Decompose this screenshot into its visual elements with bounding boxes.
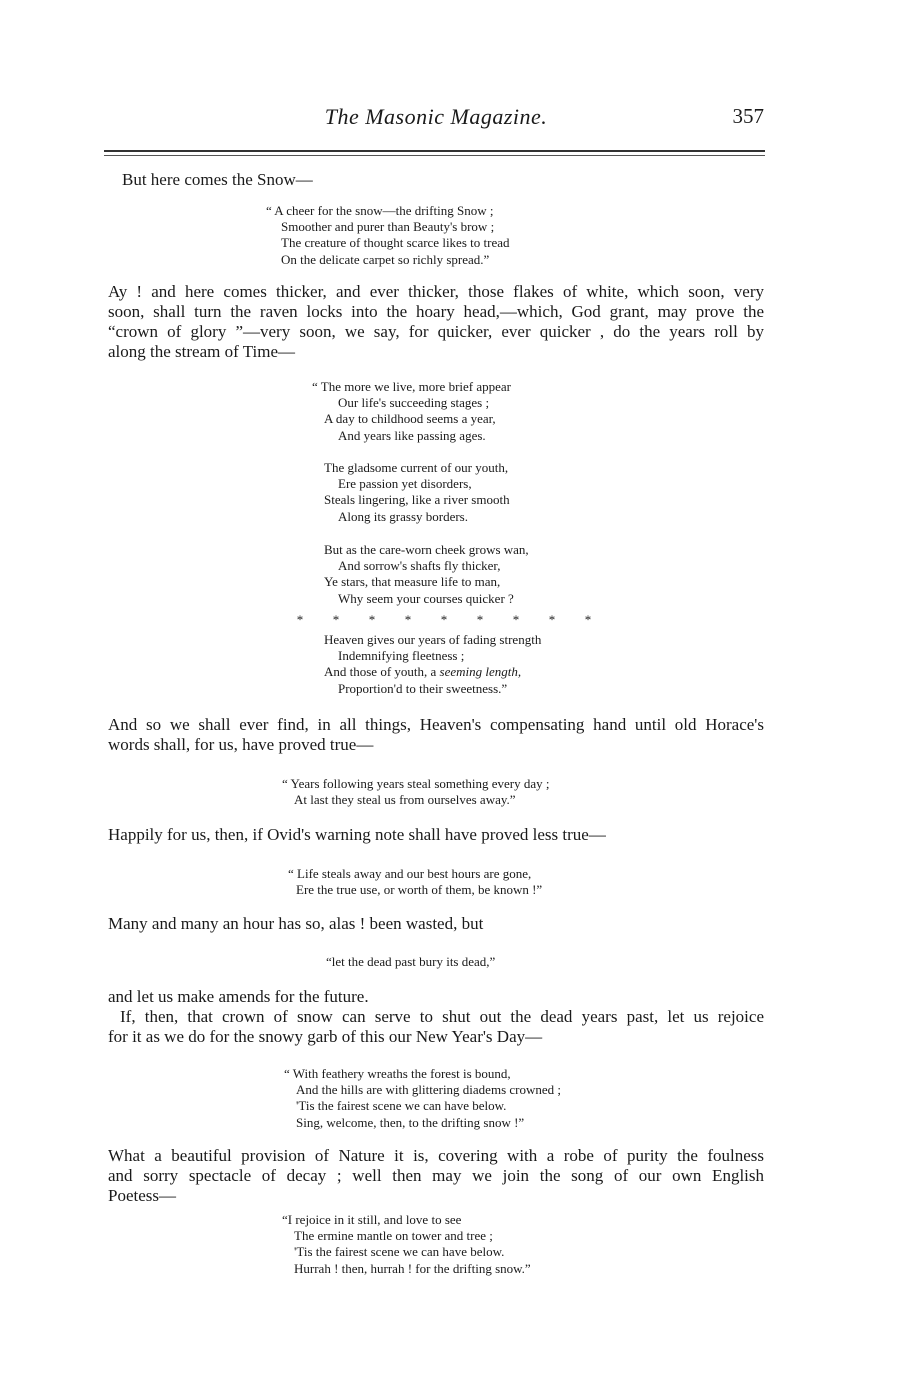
page-number: 357: [732, 104, 764, 128]
text-line: Many and many an hour has so, alas ! been wasted, but: [108, 914, 484, 933]
verse-line: Indemnifying fleetness ;: [338, 648, 465, 664]
verse-line: Ere the true use, or worth of them, be known !”: [296, 882, 543, 898]
verse-line: Ere passion yet disorders,: [338, 476, 472, 492]
verse-line: On the delicate carpet so richly spread.”: [281, 251, 490, 267]
asterisk: *: [332, 612, 340, 627]
verse-line: Hurrah ! then, hurrah ! for the drifting snow.”: [294, 1260, 531, 1276]
verse-line: “ Life steals away and our best hours are gone,: [288, 866, 532, 881]
running-head: [108, 104, 764, 134]
verse-line: “ With feathery wreaths the forest is bound,: [284, 1066, 511, 1081]
text-line: Ay ! and here comes thicker, and ever thicker, those flakes of white, which soon, very: [108, 282, 764, 301]
verse-line: “let the dead past bury its dead,”: [326, 954, 496, 969]
verse-line: [324, 664, 541, 680]
asterisk: *: [476, 612, 484, 627]
verse-line: “ Years following years steal something every day ;: [282, 776, 550, 791]
asterisk: *: [296, 612, 304, 627]
verse-line: The gladsome current of our youth,: [324, 460, 509, 475]
verse-line: “ A cheer for the snow—the drifting Snow ;: [266, 203, 494, 218]
verse-line: And years like passing ages.: [338, 427, 486, 443]
text-line: And so we shall ever find, in all things, Heaven's compensating hand until old Horace's: [108, 715, 764, 734]
verse-line: Steals lingering, like a river smooth: [324, 492, 510, 508]
verse-line: Why seem your courses quicker ?: [338, 590, 514, 606]
asterisk: *: [404, 612, 412, 627]
verse-line: Heaven gives our years of fading strength: [324, 632, 542, 647]
verse-fragment: And those of youth, a: [324, 664, 440, 680]
paragraph-wasted-hours: [108, 914, 483, 934]
text-line: words shall, for us, have proved true—: [108, 735, 374, 754]
paragraph-amends: [108, 987, 764, 1047]
verse-line: Ye stars, that measure life to man,: [324, 574, 501, 590]
paragraph-hoary-head: [108, 282, 764, 362]
journal-title: The Masonic Magazine.: [324, 104, 548, 129]
verse-ovid-quote: [288, 866, 542, 898]
text-line: If, then, that crown of snow can serve to shut out the dead years past, let us rejoice: [120, 1007, 764, 1026]
verse-line: A day to childhood seems a year,: [324, 411, 496, 427]
verse-line: 'Tis the fairest scene we can have below.: [294, 1244, 505, 1260]
paragraph-provision-of-nature: [108, 1146, 764, 1206]
verse-line: “ The more we live, more brief appear: [312, 379, 511, 394]
text-line: Poetess—: [108, 1186, 176, 1205]
asterism-line: [282, 612, 606, 628]
asterisk: *: [548, 612, 556, 627]
paragraph-ovid: [108, 825, 606, 845]
asterisk: *: [512, 612, 520, 627]
verse-line: Along its grassy borders.: [338, 508, 468, 524]
verse-feathery-wreaths: [284, 1066, 561, 1131]
paragraph-snow-intro: [122, 170, 313, 190]
verse-stanza-2: [324, 460, 510, 525]
text-line: “crown of glory ”—very soon, we say, for quicker, ever quicker , do the years roll by: [108, 322, 764, 341]
verse-cheer-for-snow: [266, 203, 509, 268]
text-line: soon, shall turn the raven locks into the hoary head,—which, God grant, may prove the: [108, 302, 764, 321]
text-line: along the stream of Time—: [108, 342, 295, 361]
verse-stanza-4: [324, 632, 541, 697]
text-line: Happily for us, then, if Ovid's warning note shall have proved less true—: [108, 825, 606, 844]
verse-line: But as the care-worn cheek grows wan,: [324, 542, 529, 557]
verse-line: Our life's succeeding stages ;: [338, 395, 490, 411]
verse-ermine-mantle: [282, 1212, 531, 1277]
verse-line: The ermine mantle on tower and tree ;: [294, 1228, 493, 1244]
verse-line: Sing, welcome, then, to the drifting snow !”: [296, 1114, 525, 1130]
text-line: and let us make amends for the future.: [108, 987, 369, 1006]
verse-fragment-italic: seeming length,: [439, 664, 522, 680]
verse-line: Proportion'd to their sweetness.”: [338, 680, 508, 696]
verse-line: And the hills are with glittering diadems crowned ;: [296, 1082, 561, 1098]
verse-stanza-1: [312, 379, 511, 444]
verse-dead-past: [326, 954, 495, 970]
verse-stanza-3: [324, 542, 529, 607]
verse-line: The creature of thought scarce likes to tread: [281, 235, 510, 251]
verse-horace-quote: [282, 776, 550, 808]
verse-line: And sorrow's shafts fly thicker,: [338, 558, 501, 574]
asterisk: *: [368, 612, 376, 627]
text-line: for it as we do for the snowy garb of this our New Year's Day—: [108, 1027, 543, 1046]
text-line: and sorry spectacle of decay ; well then may we join the song of our own English: [108, 1166, 764, 1185]
verse-line: Smoother and purer than Beauty's brow ;: [281, 219, 495, 235]
text-line: What a beautiful provision of Nature it is, covering with a robe of purity the foulness: [108, 1146, 764, 1165]
header-rule: [104, 150, 765, 152]
verse-line: At last they steal us from ourselves away.”: [294, 792, 516, 808]
verse-line: 'Tis the fairest scene we can have below.: [296, 1098, 507, 1114]
asterisk: *: [440, 612, 448, 627]
verse-line: “I rejoice in it still, and love to see: [282, 1212, 462, 1227]
text-line: But here comes the Snow—: [122, 170, 313, 189]
asterisk: *: [584, 612, 592, 627]
paragraph-horace: [108, 715, 764, 755]
